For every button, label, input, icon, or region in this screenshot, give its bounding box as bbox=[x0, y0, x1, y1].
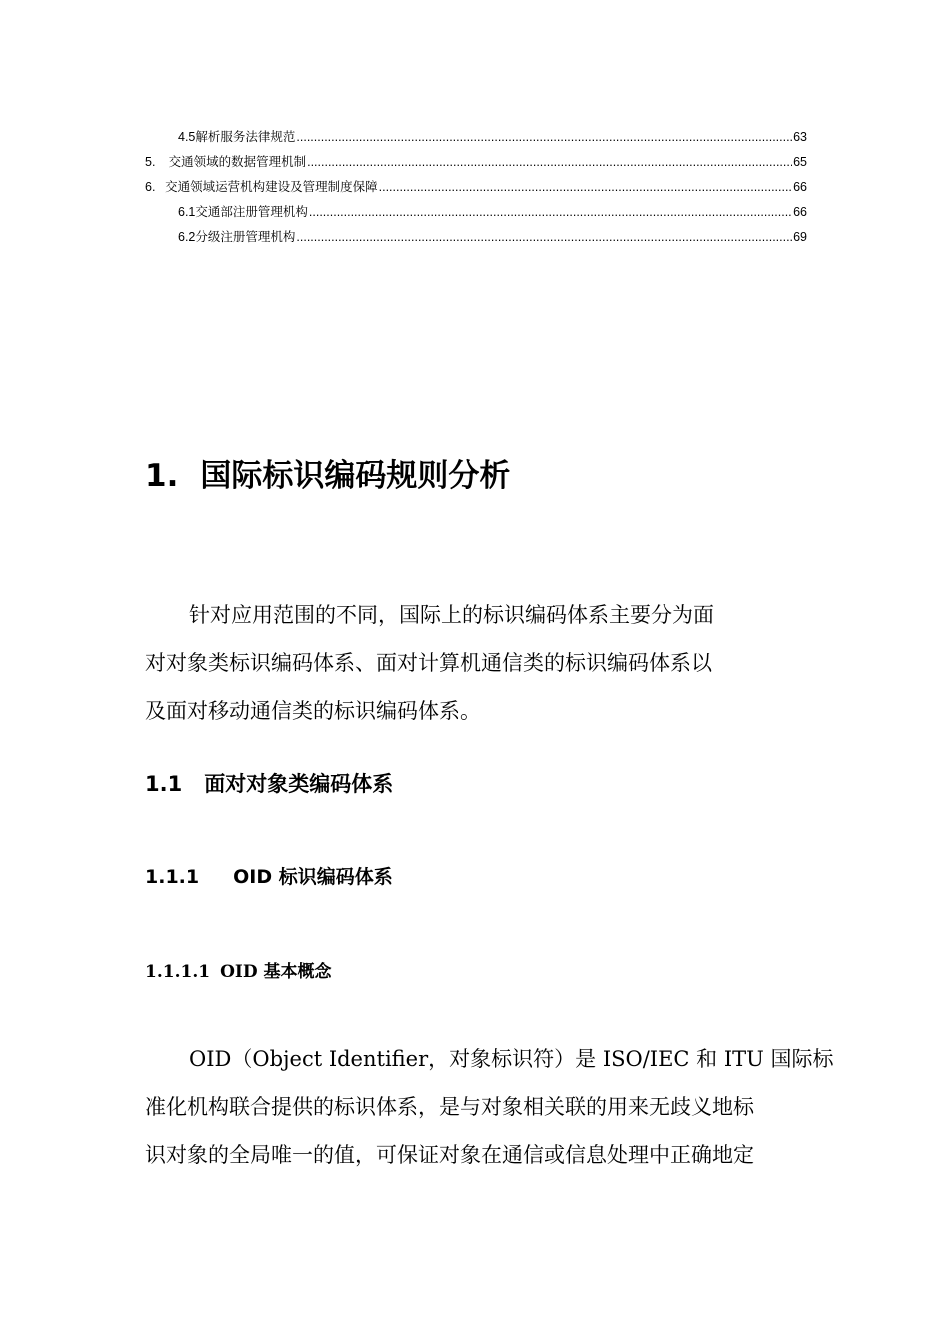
section-title: 面对对象类编码体系 bbox=[204, 772, 394, 796]
toc-entry-page: 66 bbox=[793, 180, 807, 194]
toc-entry-page: 65 bbox=[793, 155, 807, 169]
toc-entry-page: 69 bbox=[793, 230, 807, 244]
toc-entry-number: 4.5 bbox=[178, 130, 196, 144]
paragraph-line: 准化机构联合提供的标识体系，是与对象相关联的用来无歧义地标 bbox=[145, 1095, 754, 1119]
toc-dot-leader bbox=[307, 152, 792, 172]
chapter-number: 1. bbox=[145, 458, 179, 494]
toc-entry-title: 交通领域运营机构建设及管理制度保障 bbox=[165, 180, 378, 194]
paragraph-line: 针对应用范围的不同，国际上的标识编码体系主要分为面 bbox=[189, 603, 714, 627]
toc-entry-page: 63 bbox=[793, 130, 807, 144]
intro-paragraph bbox=[145, 591, 807, 735]
chapter-title: 国际标识编码规则分析 bbox=[200, 458, 511, 494]
toc-entry-5[interactable] bbox=[145, 152, 807, 177]
toc-entry-title: 解析服务法律规范 bbox=[195, 130, 296, 144]
subsection-title: OID 标识编码体系 bbox=[233, 866, 393, 888]
subsubsection-title: OID 基本概念 bbox=[220, 962, 332, 982]
section-heading bbox=[145, 768, 393, 800]
oid-definition-paragraph bbox=[145, 1035, 834, 1179]
toc-entry-number: 6. bbox=[145, 180, 156, 194]
toc-entry-title: 分级注册管理机构 bbox=[195, 230, 296, 244]
toc-entry-number: 6.2 bbox=[178, 230, 196, 244]
subsubsection-number: 1.1.1.1 bbox=[145, 962, 211, 982]
paragraph-line: OID（Object Identifier，对象标识符）是 ISO/IEC 和 ITU 国际标 bbox=[189, 1047, 834, 1071]
paragraph-line: 识对象的全局唯一的值，可保证对象在通信或信息处理中正确地定 bbox=[145, 1143, 754, 1167]
toc-entry-number: 6.1 bbox=[178, 205, 196, 219]
table-of-contents bbox=[145, 127, 807, 252]
toc-dot-leader bbox=[296, 227, 792, 247]
toc-entry-title: 交通领域的数据管理机制 bbox=[168, 155, 307, 169]
section-number: 1.1 bbox=[145, 772, 183, 796]
toc-entry-6[interactable] bbox=[145, 177, 807, 202]
toc-entry-6-1[interactable] bbox=[145, 202, 807, 227]
subsection-number: 1.1.1 bbox=[145, 866, 200, 888]
subsection-heading bbox=[145, 862, 393, 892]
toc-dot-leader bbox=[309, 202, 792, 222]
toc-entry-number: 5. bbox=[145, 155, 156, 169]
toc-entry-6-2[interactable] bbox=[145, 227, 807, 252]
toc-entry-page: 66 bbox=[793, 205, 807, 219]
toc-entry-title: 交通部注册管理机构 bbox=[195, 205, 308, 219]
subsubsection-heading bbox=[145, 958, 332, 986]
toc-dot-leader bbox=[379, 177, 792, 197]
toc-entry-4-5[interactable] bbox=[145, 127, 807, 152]
paragraph-line: 及面对移动通信类的标识编码体系。 bbox=[145, 699, 481, 723]
chapter-heading bbox=[145, 454, 510, 498]
toc-dot-leader bbox=[296, 127, 792, 147]
paragraph-line: 对对象类标识编码体系、面对计算机通信类的标识编码体系以 bbox=[145, 651, 712, 675]
